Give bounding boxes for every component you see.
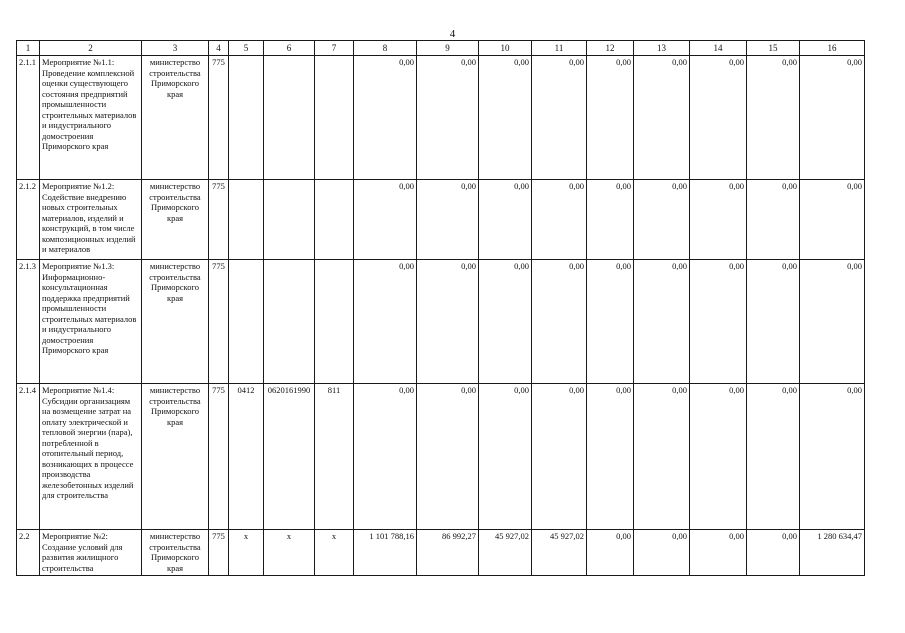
value-cell: 0,00 bbox=[587, 56, 634, 180]
activity-name: Мероприятие №1.1: Проведение комплексной оценки существующего состояния предприятий промышленности строительных материалов и индустриального домостроения Приморского края bbox=[40, 56, 142, 180]
code-cell bbox=[229, 180, 264, 260]
col-header: 8 bbox=[354, 41, 417, 56]
code-cell: 775 bbox=[209, 180, 229, 260]
activity-name: Мероприятие №1.4: Субсидии организациям на возмещение затрат на оплату электрической и тепловой энергии (пара), потребленной в отопительный период, возникающих в процессе производства железобетонных изделий для строительства bbox=[40, 384, 142, 530]
table-row bbox=[17, 56, 865, 180]
value-cell: 0,00 bbox=[479, 56, 532, 180]
responsible-org: министерство строительства Приморского края bbox=[142, 260, 209, 384]
value-cell: 0,00 bbox=[479, 180, 532, 260]
value-cell: 0,00 bbox=[747, 384, 800, 530]
code-cell: 0620161990 bbox=[264, 384, 315, 530]
value-cell: 0,00 bbox=[690, 260, 747, 384]
value-cell: 0,00 bbox=[354, 260, 417, 384]
code-cell bbox=[264, 56, 315, 180]
value-cell: 0,00 bbox=[354, 180, 417, 260]
value-cell: 0,00 bbox=[354, 384, 417, 530]
value-cell: 0,00 bbox=[634, 56, 690, 180]
code-cell: 775 bbox=[209, 384, 229, 530]
value-cell: 0,00 bbox=[532, 384, 587, 530]
page-number: 4 bbox=[449, 28, 456, 40]
responsible-org: министерство строительства Приморского края bbox=[142, 384, 209, 530]
col-header: 11 bbox=[532, 41, 587, 56]
row-number: 2.2 bbox=[17, 530, 40, 576]
value-cell: 0,00 bbox=[479, 384, 532, 530]
value-cell: 0,00 bbox=[354, 56, 417, 180]
code-cell: 775 bbox=[209, 530, 229, 576]
value-cell: 0,00 bbox=[634, 260, 690, 384]
code-cell: х bbox=[229, 530, 264, 576]
value-cell: 1 280 634,47 bbox=[800, 530, 865, 576]
col-header: 2 bbox=[40, 41, 142, 56]
col-header: 16 bbox=[800, 41, 865, 56]
value-cell: 0,00 bbox=[417, 56, 479, 180]
value-cell: 86 992,27 bbox=[417, 530, 479, 576]
code-cell: 775 bbox=[209, 56, 229, 180]
value-cell: 0,00 bbox=[587, 384, 634, 530]
col-header: 15 bbox=[747, 41, 800, 56]
value-cell: 0,00 bbox=[800, 260, 865, 384]
col-header: 5 bbox=[229, 41, 264, 56]
value-cell: 0,00 bbox=[747, 260, 800, 384]
col-header: 3 bbox=[142, 41, 209, 56]
value-cell: 0,00 bbox=[747, 180, 800, 260]
code-cell bbox=[264, 260, 315, 384]
value-cell: 0,00 bbox=[634, 180, 690, 260]
code-cell: х bbox=[264, 530, 315, 576]
col-header: 4 bbox=[209, 41, 229, 56]
activity-name: Мероприятие №1.2: Содействие внедрению новых строительных материалов, изделий и конструкций, в том числе композиционных изделий и материалов bbox=[40, 180, 142, 260]
code-cell bbox=[229, 260, 264, 384]
table-row bbox=[17, 260, 865, 384]
code-cell bbox=[315, 180, 354, 260]
table-row bbox=[17, 384, 865, 530]
col-header: 12 bbox=[587, 41, 634, 56]
responsible-org: министерство строительства Приморского края bbox=[142, 180, 209, 260]
row-number: 2.1.2 bbox=[17, 180, 40, 260]
program-activities-table bbox=[16, 40, 865, 576]
value-cell: 1 101 788,16 bbox=[354, 530, 417, 576]
code-cell: 0412 bbox=[229, 384, 264, 530]
activity-name: Мероприятие №2: Создание условий для развития жилищного строительства bbox=[40, 530, 142, 576]
value-cell: 0,00 bbox=[800, 56, 865, 180]
col-header: 10 bbox=[479, 41, 532, 56]
code-cell: 775 bbox=[209, 260, 229, 384]
row-number: 2.1.3 bbox=[17, 260, 40, 384]
value-cell: 0,00 bbox=[417, 384, 479, 530]
col-header: 7 bbox=[315, 41, 354, 56]
row-number: 2.1.4 bbox=[17, 384, 40, 530]
code-cell: 811 bbox=[315, 384, 354, 530]
table-row bbox=[17, 180, 865, 260]
col-header: 9 bbox=[417, 41, 479, 56]
code-cell: х bbox=[315, 530, 354, 576]
value-cell: 0,00 bbox=[747, 56, 800, 180]
col-header: 13 bbox=[634, 41, 690, 56]
value-cell: 0,00 bbox=[747, 530, 800, 576]
value-cell: 0,00 bbox=[479, 260, 532, 384]
value-cell: 0,00 bbox=[532, 260, 587, 384]
value-cell: 0,00 bbox=[417, 180, 479, 260]
code-cell bbox=[264, 180, 315, 260]
activity-name: Мероприятие №1.3: Информационно-консультационная поддержка предприятий промышленности строительных материалов и индустриального домостроения Приморского края bbox=[40, 260, 142, 384]
code-cell bbox=[315, 260, 354, 384]
col-header: 14 bbox=[690, 41, 747, 56]
value-cell: 0,00 bbox=[690, 180, 747, 260]
code-cell bbox=[315, 56, 354, 180]
value-cell: 0,00 bbox=[587, 260, 634, 384]
value-cell: 0,00 bbox=[634, 530, 690, 576]
column-number-row bbox=[17, 41, 865, 56]
value-cell: 0,00 bbox=[417, 260, 479, 384]
col-header: 1 bbox=[17, 41, 40, 56]
table-row bbox=[17, 530, 865, 576]
value-cell: 0,00 bbox=[634, 384, 690, 530]
value-cell: 0,00 bbox=[690, 384, 747, 530]
col-header: 6 bbox=[264, 41, 315, 56]
value-cell: 0,00 bbox=[690, 56, 747, 180]
row-number: 2.1.1 bbox=[17, 56, 40, 180]
value-cell: 45 927,02 bbox=[532, 530, 587, 576]
value-cell: 45 927,02 bbox=[479, 530, 532, 576]
value-cell: 0,00 bbox=[587, 180, 634, 260]
value-cell: 0,00 bbox=[587, 530, 634, 576]
value-cell: 0,00 bbox=[800, 180, 865, 260]
responsible-org: министерство строительства Приморского края bbox=[142, 530, 209, 576]
value-cell: 0,00 bbox=[532, 180, 587, 260]
value-cell: 0,00 bbox=[690, 530, 747, 576]
responsible-org: министерство строительства Приморского края bbox=[142, 56, 209, 180]
code-cell bbox=[229, 56, 264, 180]
value-cell: 0,00 bbox=[800, 384, 865, 530]
value-cell: 0,00 bbox=[532, 56, 587, 180]
